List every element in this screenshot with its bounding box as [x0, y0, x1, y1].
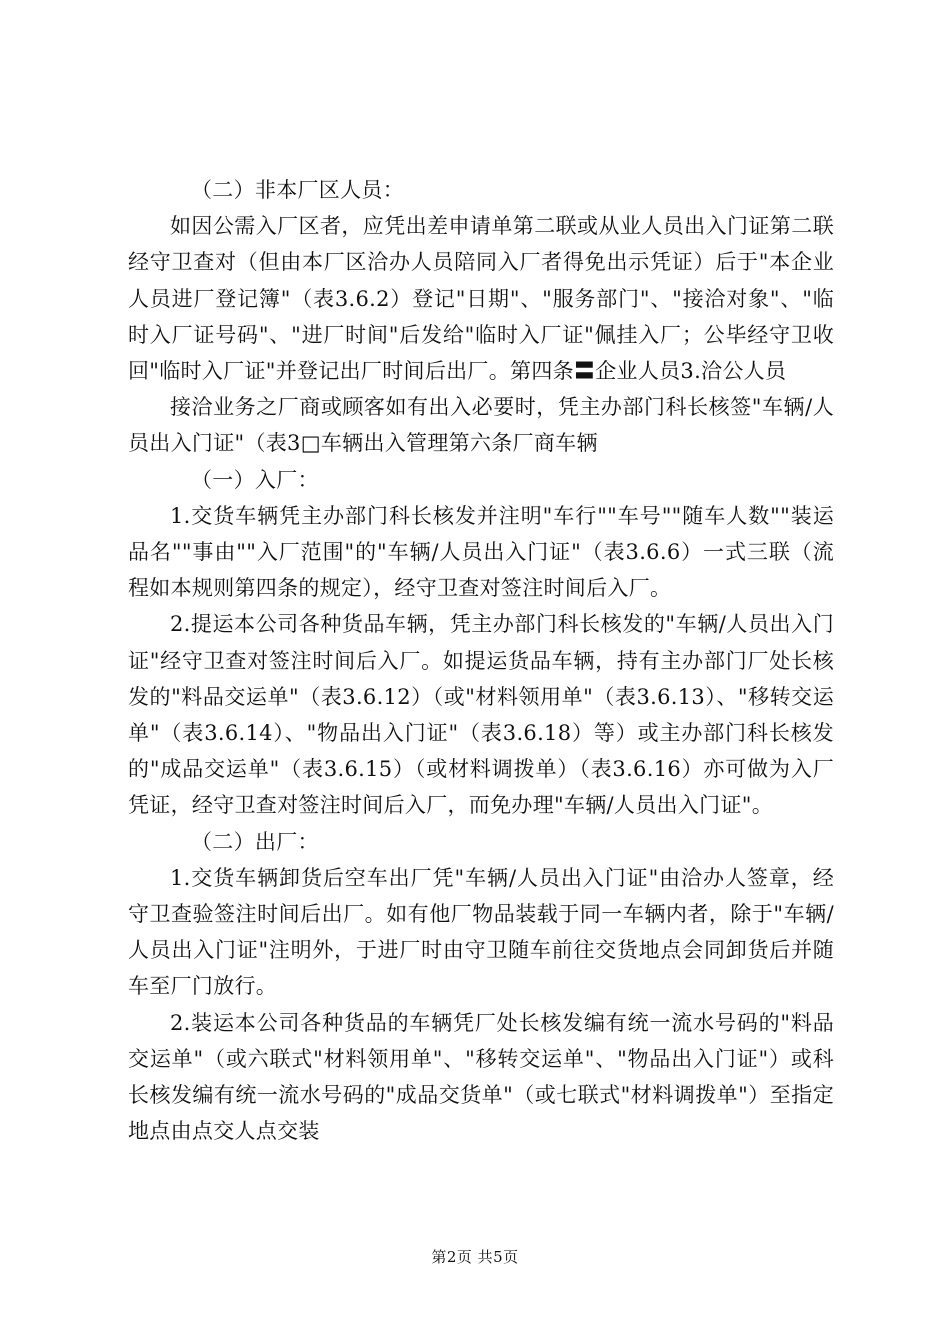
paragraph-entry-procedure: 如因公需入厂区者，应凭出差申请单第二联或从业人员出入门证第二联经守卫查对（但由本厂区洽办人员陪同入厂者得免出示凭证）后于"本企业人员进厂登记簿"（表3.6.2）登记"日期"、"服务部门"、"接洽对象"、"临时入厂证号码"、"进厂时间"后发给"临时入厂证"佩挂入厂；公毕经守卫收回"临时入厂证"并登记出厂时间后出厂。第四条〓企业人员3.洽公人员 [128, 214, 834, 384]
document-body [128, 172, 834, 1149]
section-heading-non-plant-personnel: （二）非本厂区人员： [191, 178, 404, 202]
page-number-footer: 第2页 共5页 [431, 1248, 519, 1266]
paragraph-entry-item-1: 1.交货车辆凭主办部门科长核发并注明"车行""车号""随车人数""装运品名""事由""入厂范围"的"车辆/人员出入门证"（表3.6.6）一式三联（流程如本规则第四条的规定），经守卫查对签注时间后入厂。 [128, 503, 834, 601]
paragraph-entry-item-2: 2.提运本公司各种货品车辆，凭主办部门科长核发的"车辆/人员出入门证"经守卫查对签注时间后入厂。如提运货品车辆，持有主办部门厂处长核发的"料品交运单"（表3.6.12）（或"材料领用单"（表3.6.13）、"移转交运单"（表3.6.14）、"物品出入门证"（表3.6.18）等）或主办部门科长核发的"成品交运单"（表3.6.15）（或材料调拨单）（表3.6.16）亦可做为入厂凭证，经守卫查对签注时间后入厂，而免办理"车辆/人员出入门证"。 [128, 612, 834, 818]
paragraph-business-visitors: 接洽业务之厂商或顾客如有出入必要时，凭主办部门科长核签"车辆/人员出入门证"（表3□车辆出入管理第六条厂商车辆 [128, 395, 834, 456]
section-heading-entry: （一）入厂： [191, 467, 319, 492]
section-heading-exit: （二）出厂： [191, 829, 319, 854]
paragraph-exit-item-2: 2.装运本公司各种货品的车辆凭厂处长核发编有统一流水号码的"料品交运单"（或六联式"材料领用单"、"移转交运单"、"物品出入门证"）或科长核发编有统一流水号码的"成品交货单"（或七联式"材料调拨单"）至指定地点由点交人点交装 [128, 1010, 834, 1144]
paragraph-exit-item-1: 1.交货车辆卸货后空车出厂凭"车辆/人员出入门证"由洽办人签章，经守卫查验签注时间后出厂。如有他厂物品装载于同一车辆内者，除于"车辆/人员出入门证"注明外，于进厂时由守卫随车前往交货地点会同卸货后并随车至厂门放行。 [128, 865, 834, 999]
